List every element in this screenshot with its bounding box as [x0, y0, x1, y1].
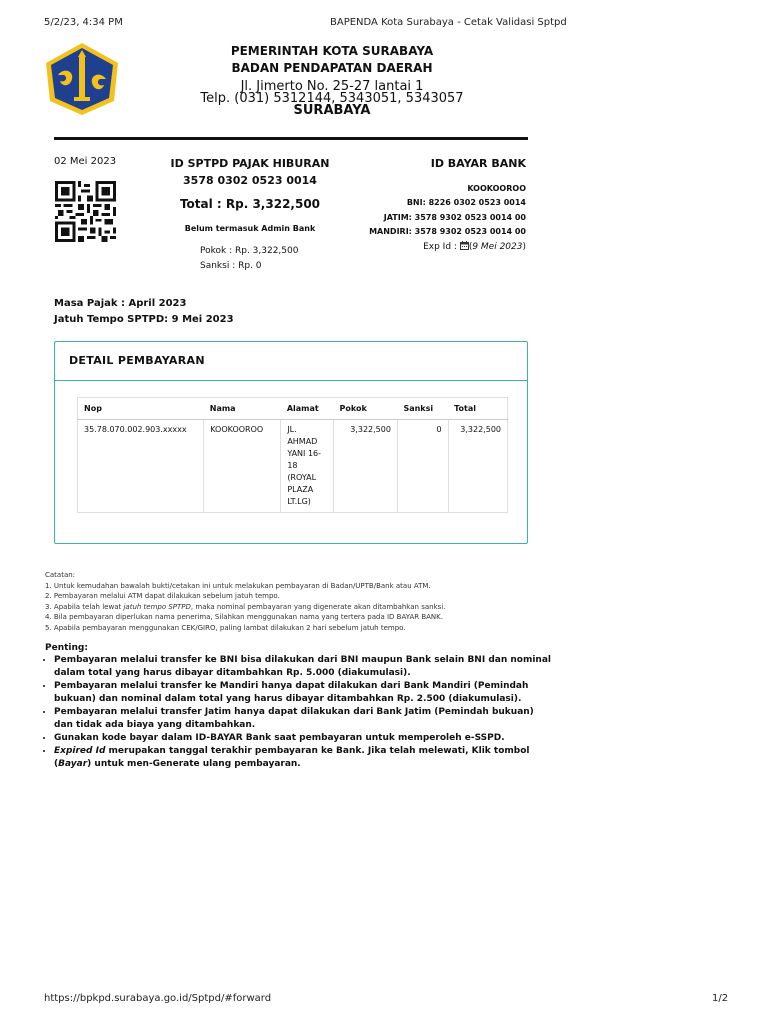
taxpayer-name: KOOKOOROO — [467, 184, 526, 193]
masa-pajak: Masa Pajak : April 2023 — [54, 298, 187, 309]
col-pokok: Pokok — [334, 398, 398, 420]
qr-code-icon — [53, 181, 118, 242]
document-date: 02 Mei 2023 — [54, 156, 117, 167]
penting-item: • Pembayaran melalui transfer Jatim hanya dapat dilakukan dari Bank Jatim (Pemindah bukuan) dan tidak ada biaya yang ditambahkan. — [54, 706, 554, 732]
penting-list — [36, 654, 554, 771]
surabaya-seal-logo — [44, 41, 120, 117]
penting-item: • Gunakan kode bayar dalam ID-BAYAR Bank saat pembayaran untuk memperoleh e-SSPD. — [54, 732, 554, 745]
letterhead-line2: BADAN PENDAPATAN DAERAH — [231, 61, 433, 75]
col-sanksi: Sanksi — [397, 398, 448, 420]
expiry-open-paren: ( — [468, 242, 473, 252]
alamat-line: 18 — [287, 461, 298, 470]
catatan-notes — [45, 570, 605, 633]
admin-bank-note: Belum termasuk Admin Bank — [184, 224, 316, 233]
letterhead-phone: Telp. (031) 5312144, 5343051, 5343057 — [200, 91, 464, 106]
expiry-label: Exp Id : — [423, 242, 457, 252]
total-amount: Total : Rp. 3,322,500 — [179, 197, 321, 211]
cell-nop: 35.78.070.002.903.xxxxx — [78, 420, 204, 513]
note-item — [45, 602, 605, 613]
sptpd-label: ID SPTPD PAJAK HIBURAN — [170, 157, 330, 170]
alamat-line: LT.LG) — [287, 497, 311, 506]
col-nama: Nama — [204, 398, 281, 420]
penting-text: ) untuk men-Generate ulang pembayaran. — [87, 759, 301, 769]
print-page-title: BAPENDA Kota Surabaya - Cetak Validasi Sptpd — [330, 17, 567, 28]
alamat-line: AHMAD — [287, 437, 318, 446]
cell-alamat — [281, 420, 334, 513]
table-row — [78, 420, 508, 513]
notes-title: Catatan: — [45, 571, 76, 579]
letterhead-divider — [54, 137, 528, 140]
penting-title: Penting: — [45, 643, 88, 653]
print-footer-page: 1/2 — [712, 993, 729, 1004]
note-item: 2. Pembayaran melalui ATM dapat dilakukan sebelum jatuh tempo. — [45, 592, 280, 600]
letterhead-city: SURABAYA — [293, 103, 371, 118]
note-item: 1. Untuk kemudahan bawalah bukti/cetakan ini untuk melakukan pembayaran di Badan/UPTB/Bank atau ATM. — [45, 581, 431, 590]
payment-table — [77, 397, 508, 513]
pokok-amount: Pokok : Rp. 3,322,500 — [200, 246, 299, 256]
note-item-text: 3. Apabila telah lewat — [45, 602, 124, 611]
print-footer-url: https://bpkpd.surabaya.go.id/Sptpd/#forward — [44, 993, 272, 1004]
cell-nama: KOOKOOROO — [204, 420, 281, 513]
alamat-line: JL. — [287, 425, 297, 434]
alamat-line: (ROYAL — [287, 473, 317, 482]
expiry-date: 9 Mei 2023 — [472, 242, 523, 252]
table-header-row — [78, 398, 508, 420]
cell-pokok: 3,322,500 — [334, 420, 398, 513]
letterhead-address: Jl. Jimerto No. 25-27 lantai 1 — [240, 79, 424, 94]
detail-header-divider — [55, 380, 527, 381]
sptpd-id: 3578 0302 0523 0014 — [183, 174, 317, 187]
note-item: 4. Bila pembayaran diperlukan nama penerima, Silahkan menggunakan nama yang tertera pada ID BAYAR BANK. — [45, 613, 443, 621]
col-alamat: Alamat — [281, 398, 334, 420]
penting-item: • Pembayaran melalui transfer ke BNI bisa dilakukan dari BNI maupun Bank selain BNI dan nominal dalam total yang harus dibayar ditambahkan Rp. 5.000 (diakumulasi). — [54, 654, 554, 680]
detail-pembayaran-title: DETAIL PEMBAYARAN — [69, 354, 205, 367]
calendar-icon — [460, 241, 469, 250]
penting-emphasis: Expired Id — [54, 746, 106, 756]
penting-emphasis: Bayar — [58, 759, 88, 769]
expiry-close-paren: ) — [522, 242, 526, 252]
expiry-line — [340, 241, 526, 252]
note-item-emphasis: jatuh tempo SPTPD — [123, 602, 191, 611]
mandiri-code: MANDIRI: 3578 9302 0523 0014 00 — [369, 227, 526, 236]
letterhead-line1: PEMERINTAH KOTA SURABAYA — [230, 44, 434, 58]
jatuh-tempo: Jatuh Tempo SPTPD: 9 Mei 2023 — [54, 314, 234, 325]
cell-sanksi: 0 — [397, 420, 448, 513]
print-datetime: 5/2/23, 4:34 PM — [44, 17, 123, 28]
penting-item: • Pembayaran melalui transfer ke Mandiri hanya dapat dilakukan dari Bank Mandiri (Pemindah bukuan) dan nominal dalam total yang harus dibayar ditambahkan Rp. 2.500 (diakumulasi). — [54, 680, 554, 706]
bank-id-label: ID BAYAR BANK — [430, 157, 526, 170]
penting-text: merupakan tanggal terakhir pembayaran ke Bank. Jika telah melewati, Klik tombol ( — [54, 746, 530, 769]
note-item: 5. Apabila pembayaran menggunakan CEK/GIRO, paling lambat dilakukan 2 hari sebelum jatuh tempo. — [45, 623, 406, 632]
col-total: Total — [448, 398, 507, 420]
note-item-text: , maka nominal pembayaran yang digenerate akan ditambahkan sanksi. — [190, 602, 446, 611]
penting-item — [54, 745, 554, 771]
alamat-line: PLAZA — [287, 485, 314, 494]
alamat-line: YANI 16- — [287, 449, 322, 458]
bni-code: BNI: 8226 0302 0523 0014 — [406, 198, 526, 207]
sanksi-amount: Sanksi : Rp. 0 — [200, 261, 262, 271]
col-nop: Nop — [78, 398, 204, 420]
jatim-code: JATIM: 3578 9302 0523 0014 00 — [383, 213, 526, 222]
cell-total: 3,322,500 — [448, 420, 507, 513]
